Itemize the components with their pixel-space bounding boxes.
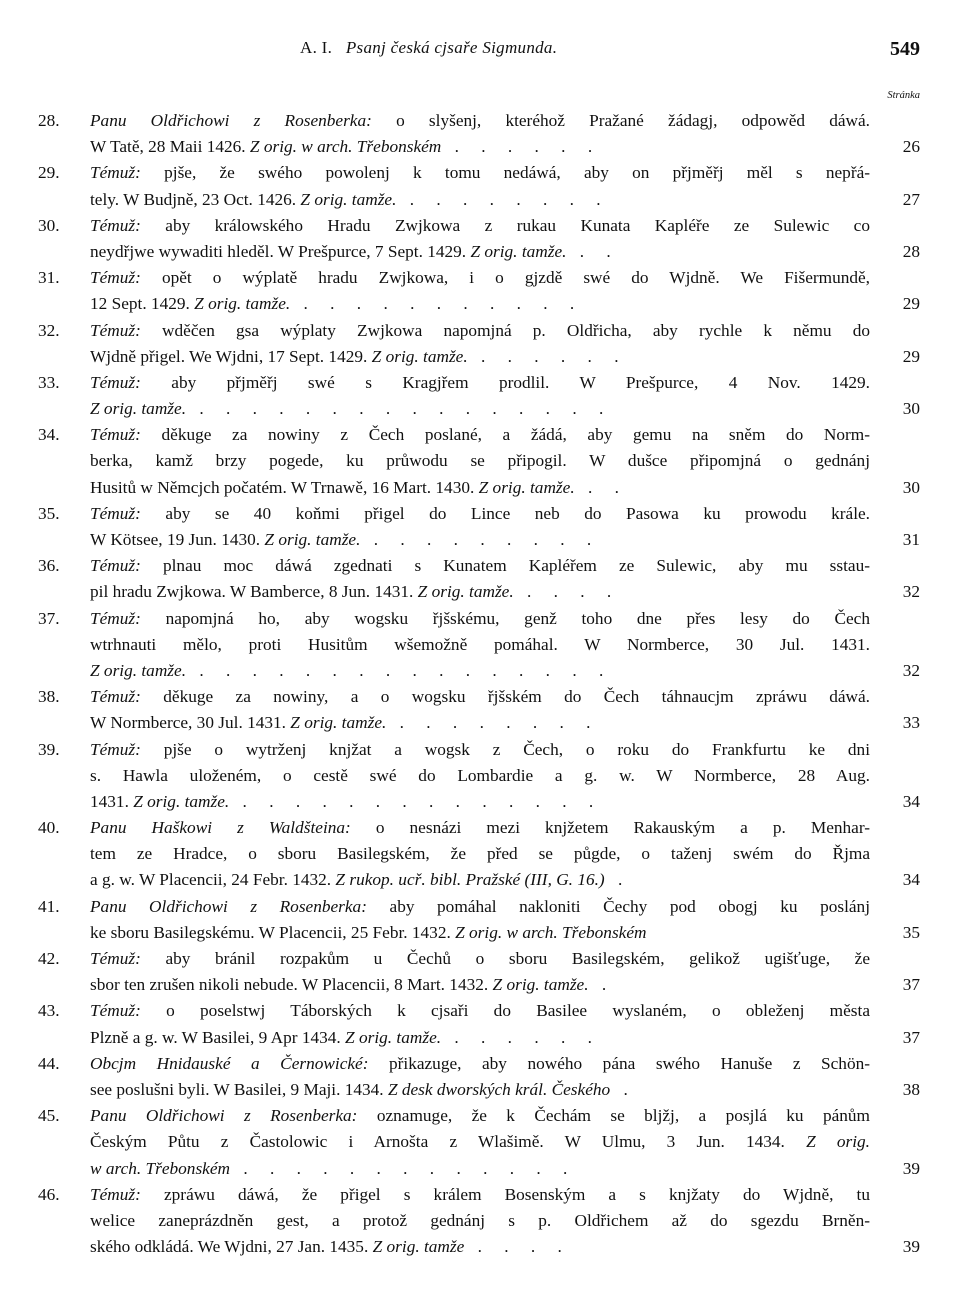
entry-page-number: 32 bbox=[902, 660, 920, 680]
text-run: pil hradu Zwjkowa. W Bamberce, 8 Jun. 1431. bbox=[90, 582, 418, 602]
entry-line bbox=[0, 134, 960, 160]
italic-text: Témuž: bbox=[90, 163, 141, 183]
entry-page-number: 33 bbox=[902, 713, 920, 733]
entry-page-number: 32 bbox=[902, 582, 920, 602]
entry-text bbox=[90, 344, 870, 370]
italic-text: Z orig. tamže. bbox=[417, 582, 514, 602]
text-run: 1431. bbox=[90, 791, 134, 811]
entry-line bbox=[0, 475, 960, 501]
list-item bbox=[0, 1182, 960, 1261]
dot-leader: . . . . . . . . . bbox=[360, 530, 601, 549]
list-item bbox=[0, 213, 960, 265]
entry-page-number: 37 bbox=[902, 975, 920, 995]
entry-line bbox=[0, 815, 960, 841]
section-label: A. I. bbox=[300, 38, 333, 57]
italic-text: w arch. Třebonském bbox=[90, 1158, 230, 1178]
entry-page-number: 39 bbox=[902, 1237, 920, 1257]
entry-text bbox=[90, 867, 870, 893]
entry-text bbox=[90, 370, 870, 396]
text-run: wděčen gsa wýplaty Zwjkowa napomjná p. Oldřicha, aby rychle k němu do bbox=[140, 320, 870, 340]
entry-text bbox=[90, 920, 870, 946]
italic-text: Témuž: bbox=[90, 949, 141, 968]
italic-text: Z orig. tamže. bbox=[492, 975, 589, 995]
italic-text: Panu Haškowi z Waldšteina: bbox=[90, 818, 351, 838]
entry-line bbox=[0, 265, 960, 291]
dot-leader: . . . . . . bbox=[467, 346, 628, 366]
entry-text bbox=[90, 632, 870, 658]
entry-line bbox=[0, 1208, 960, 1234]
italic-text: Témuž: bbox=[90, 1001, 141, 1021]
italic-text: Z orig. tamže. bbox=[90, 660, 187, 680]
entry-list bbox=[0, 108, 960, 1260]
entry-text bbox=[90, 815, 870, 841]
entry-line bbox=[0, 1103, 960, 1129]
text-run: o poselstwj Táborských k cjsaři do Basilee wyslaném, o obleženj města bbox=[140, 1001, 870, 1021]
entry-line bbox=[0, 1077, 960, 1103]
entry-number: 36. bbox=[38, 556, 60, 576]
entry-page-number: 39 bbox=[902, 1158, 920, 1178]
page-column-label: Stránka bbox=[887, 90, 920, 101]
text-run: W Kötsee, 19 Jun. 1430. bbox=[90, 530, 265, 549]
entry-line bbox=[0, 553, 960, 579]
list-item bbox=[0, 684, 960, 736]
text-run: 12 Sept. 1429. bbox=[90, 294, 195, 314]
entry-text bbox=[90, 291, 870, 317]
dot-leader: . . bbox=[574, 477, 628, 497]
text-run: see poslušni byli. W Basilei, 9 Maji. 1434. bbox=[90, 1079, 388, 1099]
dot-leader: . . . . . . . . . . . . . . . . bbox=[186, 399, 613, 419]
text-run: ke sboru Basilegskému. W Placencii, 25 Febr. 1432. bbox=[90, 922, 456, 942]
entry-page-number: 34 bbox=[902, 870, 920, 890]
entry-text bbox=[90, 1208, 870, 1234]
italic-text: Z orig. tamže. bbox=[264, 530, 361, 549]
entry-text bbox=[90, 658, 870, 684]
italic-text: Z orig. w arch. Třebonském bbox=[455, 922, 647, 942]
entry-line bbox=[0, 684, 960, 710]
entry-page-number: 27 bbox=[902, 189, 920, 209]
entry-text bbox=[90, 841, 870, 867]
entry-line bbox=[0, 1025, 960, 1051]
entry-text bbox=[90, 501, 870, 527]
running-title bbox=[300, 38, 557, 58]
entry-line bbox=[0, 763, 960, 789]
italic-text: Témuž: bbox=[90, 687, 141, 707]
entry-number: 31. bbox=[38, 268, 60, 288]
entry-text bbox=[90, 265, 870, 291]
entry-line bbox=[0, 527, 960, 553]
entry-line bbox=[0, 710, 960, 736]
entry-number: 35. bbox=[38, 503, 60, 523]
dot-leader: . bbox=[588, 975, 616, 995]
text-run: ského odkládá. We Wjdni, 27 Jan. 1435. bbox=[90, 1237, 373, 1257]
italic-text: Témuž: bbox=[90, 320, 141, 340]
entry-line bbox=[0, 344, 960, 370]
dot-leader: . . . . bbox=[513, 582, 621, 602]
text-run: o nesnázi mezi knjžetem Rakauským a p. Menhar- bbox=[350, 818, 870, 838]
entry-text bbox=[90, 187, 870, 213]
text-run: pjše, že swého powolenj k tomu nedáwá, aby on přjměřj měl s nepřá- bbox=[140, 163, 870, 183]
list-item bbox=[0, 1103, 960, 1182]
entry-line bbox=[0, 160, 960, 186]
entry-text bbox=[90, 710, 870, 736]
text-run: aby bránil rozpakům u Čechů o sboru Basilegském, gelikož ugišťuge, že bbox=[140, 949, 870, 968]
entry-page-number: 31 bbox=[902, 530, 920, 549]
dot-leader: . . . . . . . . . . . bbox=[290, 294, 584, 314]
entry-text bbox=[90, 972, 870, 998]
entry-line bbox=[0, 448, 960, 474]
list-item bbox=[0, 737, 960, 816]
list-item bbox=[0, 422, 960, 501]
list-item bbox=[0, 606, 960, 685]
entry-text bbox=[90, 396, 870, 422]
list-item bbox=[0, 370, 960, 422]
entry-line bbox=[0, 108, 960, 134]
list-item bbox=[0, 1051, 960, 1103]
entry-line bbox=[0, 187, 960, 213]
entry-text bbox=[90, 213, 870, 239]
text-run: wtrhnauti mělo, proti Husitům wšemožně pomáhal. W Normberce, 30 Jul. 1431. bbox=[90, 634, 870, 654]
text-run: welice zaneprázdněn gest, a protož gednánj s p. Oldřichem až do sgezdu Brněn- bbox=[90, 1210, 870, 1230]
text-run: aby králowského Hradu Zwjkowa z rukau Kunata Kapléře ze Sulewic co bbox=[140, 215, 870, 235]
entry-line bbox=[0, 1129, 960, 1155]
entry-page-number: 26 bbox=[902, 137, 920, 157]
entry-text bbox=[90, 1051, 870, 1077]
dot-leader: . bbox=[610, 1079, 637, 1099]
text-run: zpráwu dáwá, že přigel s králem Bosenským a s knjžaty do Wjdně, tu bbox=[140, 1184, 870, 1204]
entry-line bbox=[0, 422, 960, 448]
entry-text bbox=[90, 160, 870, 186]
italic-text: Z orig. tamže. bbox=[345, 1027, 442, 1047]
italic-text: Témuž: bbox=[90, 739, 141, 759]
dot-leader: . . bbox=[566, 241, 620, 261]
entry-page-number: 30 bbox=[902, 399, 920, 419]
dot-leader: . . . . . . . . . . . . . bbox=[230, 1158, 577, 1178]
entry-page-number: 29 bbox=[902, 294, 920, 314]
text-run: oznamuge, že k Čechám se bljžj, a posjlá ku pánům bbox=[357, 1106, 870, 1126]
italic-text: Panu Oldřichowi z Rosenberka: bbox=[90, 896, 367, 916]
entry-line bbox=[0, 370, 960, 396]
entry-text bbox=[90, 134, 870, 160]
text-run: aby pomáhal nakloniti Čechy pod obogj ku poslánj bbox=[366, 896, 871, 916]
text-run: aby se 40 koňmi přigel do Lince neb do Pasowa ku prowodu krále. bbox=[140, 503, 870, 523]
entry-number: 44. bbox=[38, 1053, 60, 1073]
entry-text bbox=[90, 946, 870, 972]
entry-line bbox=[0, 789, 960, 815]
dot-leader: . . . . bbox=[464, 1237, 571, 1257]
list-item bbox=[0, 998, 960, 1050]
entry-text bbox=[90, 1129, 870, 1155]
entry-text bbox=[90, 1182, 870, 1208]
list-item bbox=[0, 894, 960, 946]
entry-number: 32. bbox=[38, 320, 60, 340]
dot-leader: . . . . . . . . bbox=[396, 189, 610, 209]
entry-line bbox=[0, 1182, 960, 1208]
list-item bbox=[0, 501, 960, 553]
italic-text: Témuž: bbox=[90, 503, 141, 523]
entry-line bbox=[0, 579, 960, 605]
italic-text: Z orig. tamže. bbox=[194, 294, 291, 314]
entry-text bbox=[90, 998, 870, 1024]
entry-text bbox=[90, 789, 870, 815]
italic-text: Panu Oldřichowi z Rosenberka: bbox=[90, 1106, 358, 1126]
list-item bbox=[0, 318, 960, 370]
entry-line bbox=[0, 946, 960, 972]
entry-line bbox=[0, 867, 960, 893]
list-item bbox=[0, 265, 960, 317]
entry-line bbox=[0, 972, 960, 998]
entry-line bbox=[0, 291, 960, 317]
text-run: o slyšenj, kteréhož Pražané žádagj, odpowěd dáwá. bbox=[371, 111, 870, 130]
text-run: Wjdně přigel. We Wjdni, 17 Sept. 1429. bbox=[90, 346, 372, 366]
text-run: tely. W Budjně, 23 Oct. 1426. bbox=[90, 189, 301, 209]
entry-line bbox=[0, 1234, 960, 1260]
italic-text: Z orig. tamže. bbox=[90, 399, 187, 419]
italic-text: Obcjm Hnidauské a Černowické: bbox=[90, 1053, 369, 1073]
entry-text bbox=[90, 894, 870, 920]
entry-text bbox=[90, 318, 870, 344]
entry-line bbox=[0, 920, 960, 946]
dot-leader: . . . . . . . . . . . . . . . . bbox=[186, 660, 613, 680]
entry-text bbox=[90, 448, 870, 474]
text-run: opět o wýplatě hradu Zwjkowa, i o gjzdě swé do Wjdně. We Fišermundě, bbox=[140, 268, 870, 288]
dot-leader: . . . . . . bbox=[441, 1027, 601, 1047]
entry-page-number: 30 bbox=[902, 477, 920, 497]
entry-number: 30. bbox=[38, 215, 60, 235]
entry-line bbox=[0, 658, 960, 684]
page-number: 549 bbox=[890, 38, 920, 60]
italic-text: Témuž: bbox=[90, 556, 141, 576]
entry-page-number: 37 bbox=[902, 1027, 920, 1047]
text-run: Českým Půtu z Častolowic i Arnošta z Wlašimě. W Ulmu, 3 Jun. 1434. bbox=[90, 1132, 807, 1152]
entry-text bbox=[90, 579, 870, 605]
text-run: W Tatě, 28 Maii 1426. bbox=[90, 137, 250, 157]
entry-line bbox=[0, 1051, 960, 1077]
dot-leader: . bbox=[604, 870, 632, 890]
entry-line bbox=[0, 737, 960, 763]
text-run: Plzně a g. w. W Basilei, 9 Apr 1434. bbox=[90, 1027, 346, 1047]
entry-text bbox=[90, 606, 870, 632]
text-run: přikazuge, aby nowého pána swého Hanuše z Schön- bbox=[368, 1053, 870, 1073]
list-item bbox=[0, 553, 960, 605]
italic-text: Z orig. tamže. bbox=[133, 791, 230, 811]
entry-number: 46. bbox=[38, 1184, 60, 1204]
italic-text: Z orig. tamže. bbox=[300, 189, 397, 209]
entry-text bbox=[90, 1077, 870, 1103]
text-run: pjše o wytrženj knjžat a wogsk z Čech, o roku do Frankfurtu ke dni bbox=[140, 739, 870, 759]
italic-text: Z orig. tamže. bbox=[470, 241, 567, 261]
entry-number: 29. bbox=[38, 163, 60, 183]
italic-text: Z rukop. ucř. bibl. Pražské (III, G. 16.) bbox=[335, 870, 605, 890]
entry-line bbox=[0, 239, 960, 265]
italic-text: Z orig. w arch. Třebonském bbox=[249, 137, 442, 157]
text-run: a g. w. W Placencii, 24 Febr. 1432. bbox=[90, 870, 336, 890]
entry-line bbox=[0, 632, 960, 658]
entry-number: 33. bbox=[38, 372, 60, 392]
list-item bbox=[0, 108, 960, 160]
entry-text bbox=[90, 1156, 870, 1182]
entry-line bbox=[0, 998, 960, 1024]
text-run: tem ze Hradce, o sboru Basilegském, že před se půgde, o taženj swém do Řjma bbox=[90, 844, 870, 864]
text-run: děkuge za nowiny z Čech poslané, a žádá, aby gemu na sněm do Norm- bbox=[140, 425, 870, 445]
text-run: děkuge za nowiny, a o wogsku řjšském do Čech táhnaucjm zpráwu dáwá. bbox=[140, 687, 870, 707]
entry-text bbox=[90, 1103, 870, 1129]
entry-text bbox=[90, 763, 870, 789]
entry-number: 38. bbox=[38, 687, 60, 707]
entry-text bbox=[90, 422, 870, 448]
entry-line bbox=[0, 396, 960, 422]
text-run: berka, kamž brzy pogede, ku průwodu se připogil. W dušce připomjná o gednánj bbox=[90, 451, 870, 471]
entry-text bbox=[90, 553, 870, 579]
entry-number: 43. bbox=[38, 1001, 60, 1021]
entry-text bbox=[90, 527, 870, 553]
entry-line bbox=[0, 318, 960, 344]
text-run: s. Hawla uloženém, o cestě swé do Lombardie a g. w. W Normberce, 28 Aug. bbox=[90, 765, 870, 785]
italic-text: Témuž: bbox=[90, 372, 141, 392]
dot-leader: . . . . . . . . . . . . . . bbox=[229, 791, 603, 811]
entry-page-number: 34 bbox=[902, 791, 920, 811]
dot-leader: . . . . . . . . bbox=[386, 713, 600, 733]
italic-text: Témuž: bbox=[90, 425, 141, 445]
entry-line bbox=[0, 894, 960, 920]
text-run: plnau moc dáwá zgednati s Kunatem Kapléřem ze Sulewic, aby mu sstau- bbox=[140, 556, 870, 576]
entry-line bbox=[0, 606, 960, 632]
entry-page-number: 28 bbox=[902, 241, 920, 261]
entry-text bbox=[90, 684, 870, 710]
entry-line bbox=[0, 841, 960, 867]
italic-text: Témuž: bbox=[90, 1184, 141, 1204]
entry-page-number: 29 bbox=[902, 346, 920, 366]
text-run: neydřjwe wywaditi hleděl. W Prešpurce, 7 Sept. 1429. bbox=[90, 241, 471, 261]
entry-number: 45. bbox=[38, 1106, 60, 1126]
italic-text: Témuž: bbox=[90, 608, 141, 628]
entry-line bbox=[0, 213, 960, 239]
entry-page-number: 38 bbox=[902, 1079, 920, 1099]
italic-text: Z orig. tamže. bbox=[371, 346, 468, 366]
entry-number: 39. bbox=[38, 739, 60, 759]
entry-text bbox=[90, 239, 870, 265]
italic-text: Témuž: bbox=[90, 215, 141, 235]
entry-text bbox=[90, 1025, 870, 1051]
text-run: W Normberce, 30 Jul. 1431. bbox=[90, 713, 291, 733]
entry-number: 28. bbox=[38, 111, 60, 130]
entry-text bbox=[90, 1234, 870, 1260]
italic-text: Z orig. tamže bbox=[372, 1237, 465, 1257]
entry-text bbox=[90, 108, 870, 134]
chapter-title: Psanj česká cjsaře Sigmunda. bbox=[345, 38, 558, 57]
italic-text: Témuž: bbox=[90, 268, 141, 288]
dot-leader: . . . . . . bbox=[441, 137, 602, 157]
italic-text: Z orig. tamže. bbox=[290, 713, 387, 733]
entry-line bbox=[0, 501, 960, 527]
italic-text: Panu Oldřichowi z Rosenberka: bbox=[90, 111, 372, 130]
entry-number: 42. bbox=[38, 949, 60, 968]
text-run: Husitů w Němcjch počatém. W Trnawě, 16 Mart. 1430. bbox=[90, 477, 479, 497]
running-head bbox=[0, 38, 960, 64]
list-item bbox=[0, 160, 960, 212]
entry-number: 41. bbox=[38, 896, 60, 916]
italic-text: Z desk dworských král. Českého bbox=[387, 1079, 611, 1099]
text-run: sbor ten zrušen nikoli nebude. W Placencii, 8 Mart. 1432. bbox=[90, 975, 493, 995]
entry-line bbox=[0, 1156, 960, 1182]
text-run: aby přjměřj swé s Kragjřem prodlil. W Prešpurce, 4 Nov. 1429. bbox=[140, 372, 870, 392]
entry-number: 34. bbox=[38, 425, 60, 445]
italic-text: Z orig. tamže. bbox=[478, 477, 575, 497]
entry-number: 37. bbox=[38, 608, 60, 628]
entry-page-number: 35 bbox=[902, 922, 920, 942]
text-run: napomjná ho, aby wogsku řjšskému, genž toho dne přes lesy do Čech bbox=[140, 608, 870, 628]
list-item bbox=[0, 815, 960, 894]
list-item bbox=[0, 946, 960, 998]
italic-text: Z orig. bbox=[806, 1132, 871, 1152]
entry-number: 40. bbox=[38, 818, 60, 838]
entry-text bbox=[90, 737, 870, 763]
entry-text bbox=[90, 475, 870, 501]
